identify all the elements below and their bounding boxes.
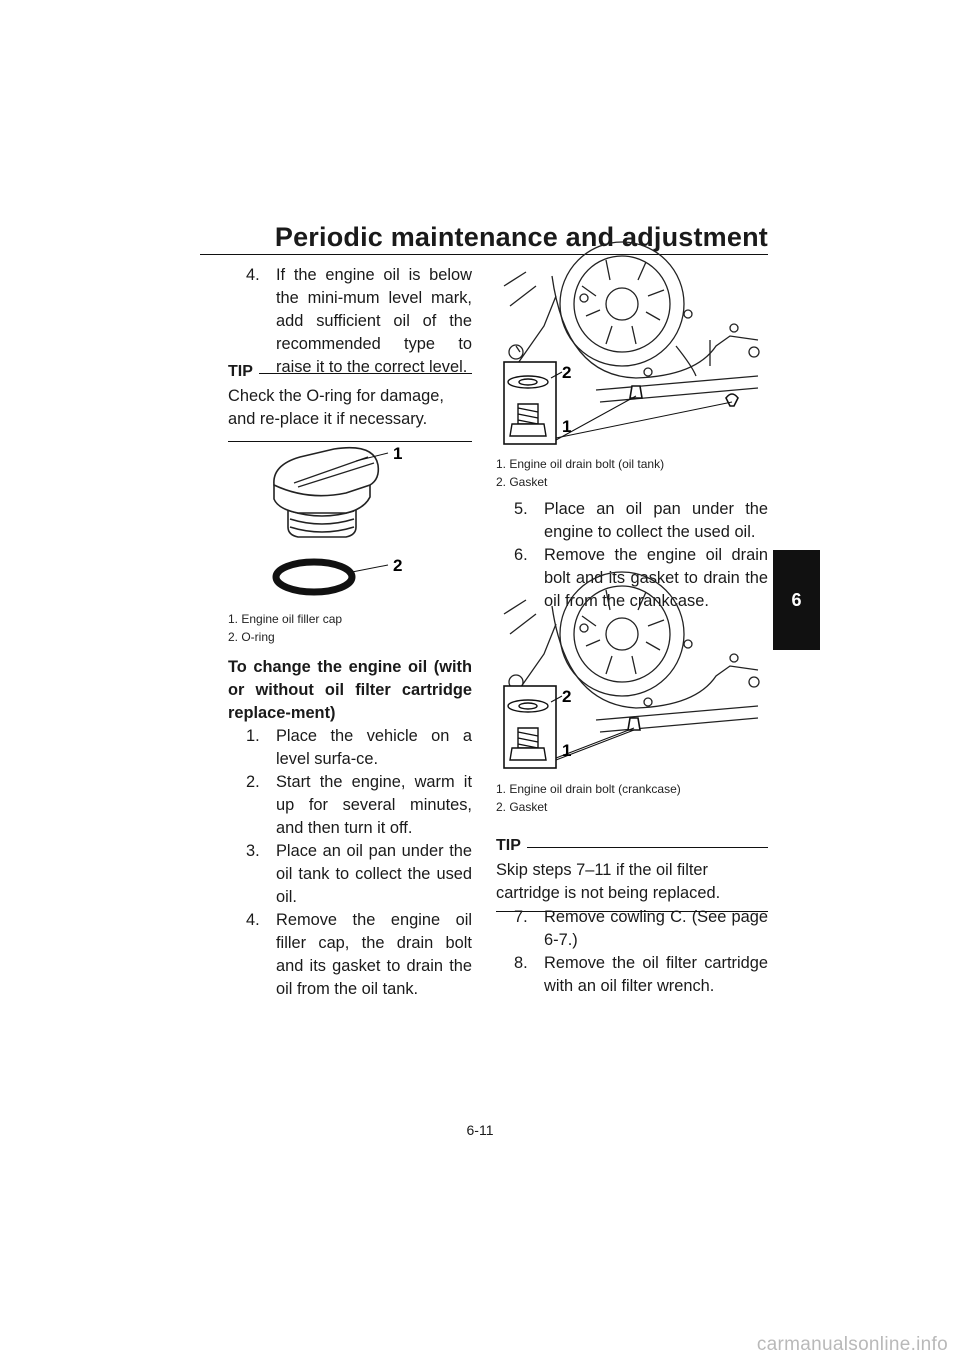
list-item: 1. Place the vehicle on a level surfa-ce. (246, 727, 472, 768)
callout-2: 2 (562, 687, 572, 706)
caption-item: 1. Engine oil filler cap (228, 612, 343, 626)
caption-item: 2. O-ring (228, 630, 275, 644)
list-item: 8. Remove the oil filter cartridge with an oil filter wrench. (514, 954, 768, 995)
list-item: 7. Remove cowling C. (See page 6-7.) (514, 908, 768, 949)
figure-caption-list (228, 610, 342, 646)
oil-filler-cap-illustration (274, 448, 378, 537)
tip-text: Skip steps 7–11 if the oil filter cartridge is not being replaced. (496, 861, 721, 902)
list-item: 6. Remove the engine oil drain bolt and its gasket to drain the oil from the crankcase. (514, 546, 768, 610)
caption-item: 1. Engine oil drain bolt (crankcase) (496, 782, 681, 796)
drain-bolt-illustration (504, 686, 556, 768)
left-tip (228, 360, 472, 442)
left-procedure (228, 656, 472, 1001)
engine-crankcase-drain-figure (496, 594, 768, 776)
section-heading: To change the engine oil (with or without oil filter cartridge replace-ment) (228, 658, 472, 722)
caption-item: 1. Engine oil drain bolt (oil tank) (496, 457, 665, 471)
drain-bolt-illustration (504, 362, 556, 444)
right-steps-7-8 (496, 906, 768, 998)
tip-rule (259, 373, 472, 374)
tip-rule (527, 847, 768, 848)
drain-plug-on-engine (630, 386, 738, 406)
tip-label: TIP (496, 837, 521, 854)
chapter-tab[interactable]: 6 (773, 550, 820, 650)
oil-filler-cap-figure (228, 435, 472, 605)
engine-oil-tank-drain-figure (496, 266, 768, 452)
callout-1: 1 (562, 417, 572, 436)
page-number: 6-11 (466, 1122, 494, 1138)
tip-text: Check the O-ring for damage, and re-place it if necessary. (228, 387, 444, 428)
callout-2: 2 (562, 363, 572, 382)
callout-1: 1 (562, 741, 572, 760)
leader-line (352, 565, 388, 572)
figure-caption-list (496, 455, 664, 491)
page-title: Periodic maintenance and adjustment (274, 222, 768, 252)
figure-caption-list (496, 780, 681, 816)
caption-item: 2. Gasket (496, 800, 548, 814)
tip-label: TIP (228, 363, 253, 380)
caption-item: 2. Gasket (496, 475, 548, 489)
callout-2: 2 (393, 556, 403, 575)
step-number: 4. (246, 266, 260, 284)
o-ring-illustration (276, 562, 352, 592)
right-tip (496, 834, 768, 912)
tip-label-row (228, 360, 472, 383)
tip-label-row (496, 834, 768, 857)
list-item: 5. Place an oil pan under the engine to collect the used oil. (514, 500, 768, 541)
step-text: If the engine oil is below the mini-mum level mark, add sufficient oil of the recommended type to raise it to the correct level. (276, 266, 472, 376)
list-item: 4. Remove the engine oil filler cap, the drain bolt and its gasket to drain the oil from the oil tank. (246, 911, 472, 998)
leader-line (556, 402, 732, 438)
list-item: 2. Start the engine, warm it up for several minutes, and then turn it off. (246, 773, 472, 837)
list-item: 3. Place an oil pan under the oil tank to collect the used oil. (246, 842, 472, 906)
header-rule (200, 254, 768, 255)
callout-1: 1 (393, 444, 403, 463)
footer-watermark-url[interactable]: carmanualsonline.info (756, 1334, 948, 1355)
